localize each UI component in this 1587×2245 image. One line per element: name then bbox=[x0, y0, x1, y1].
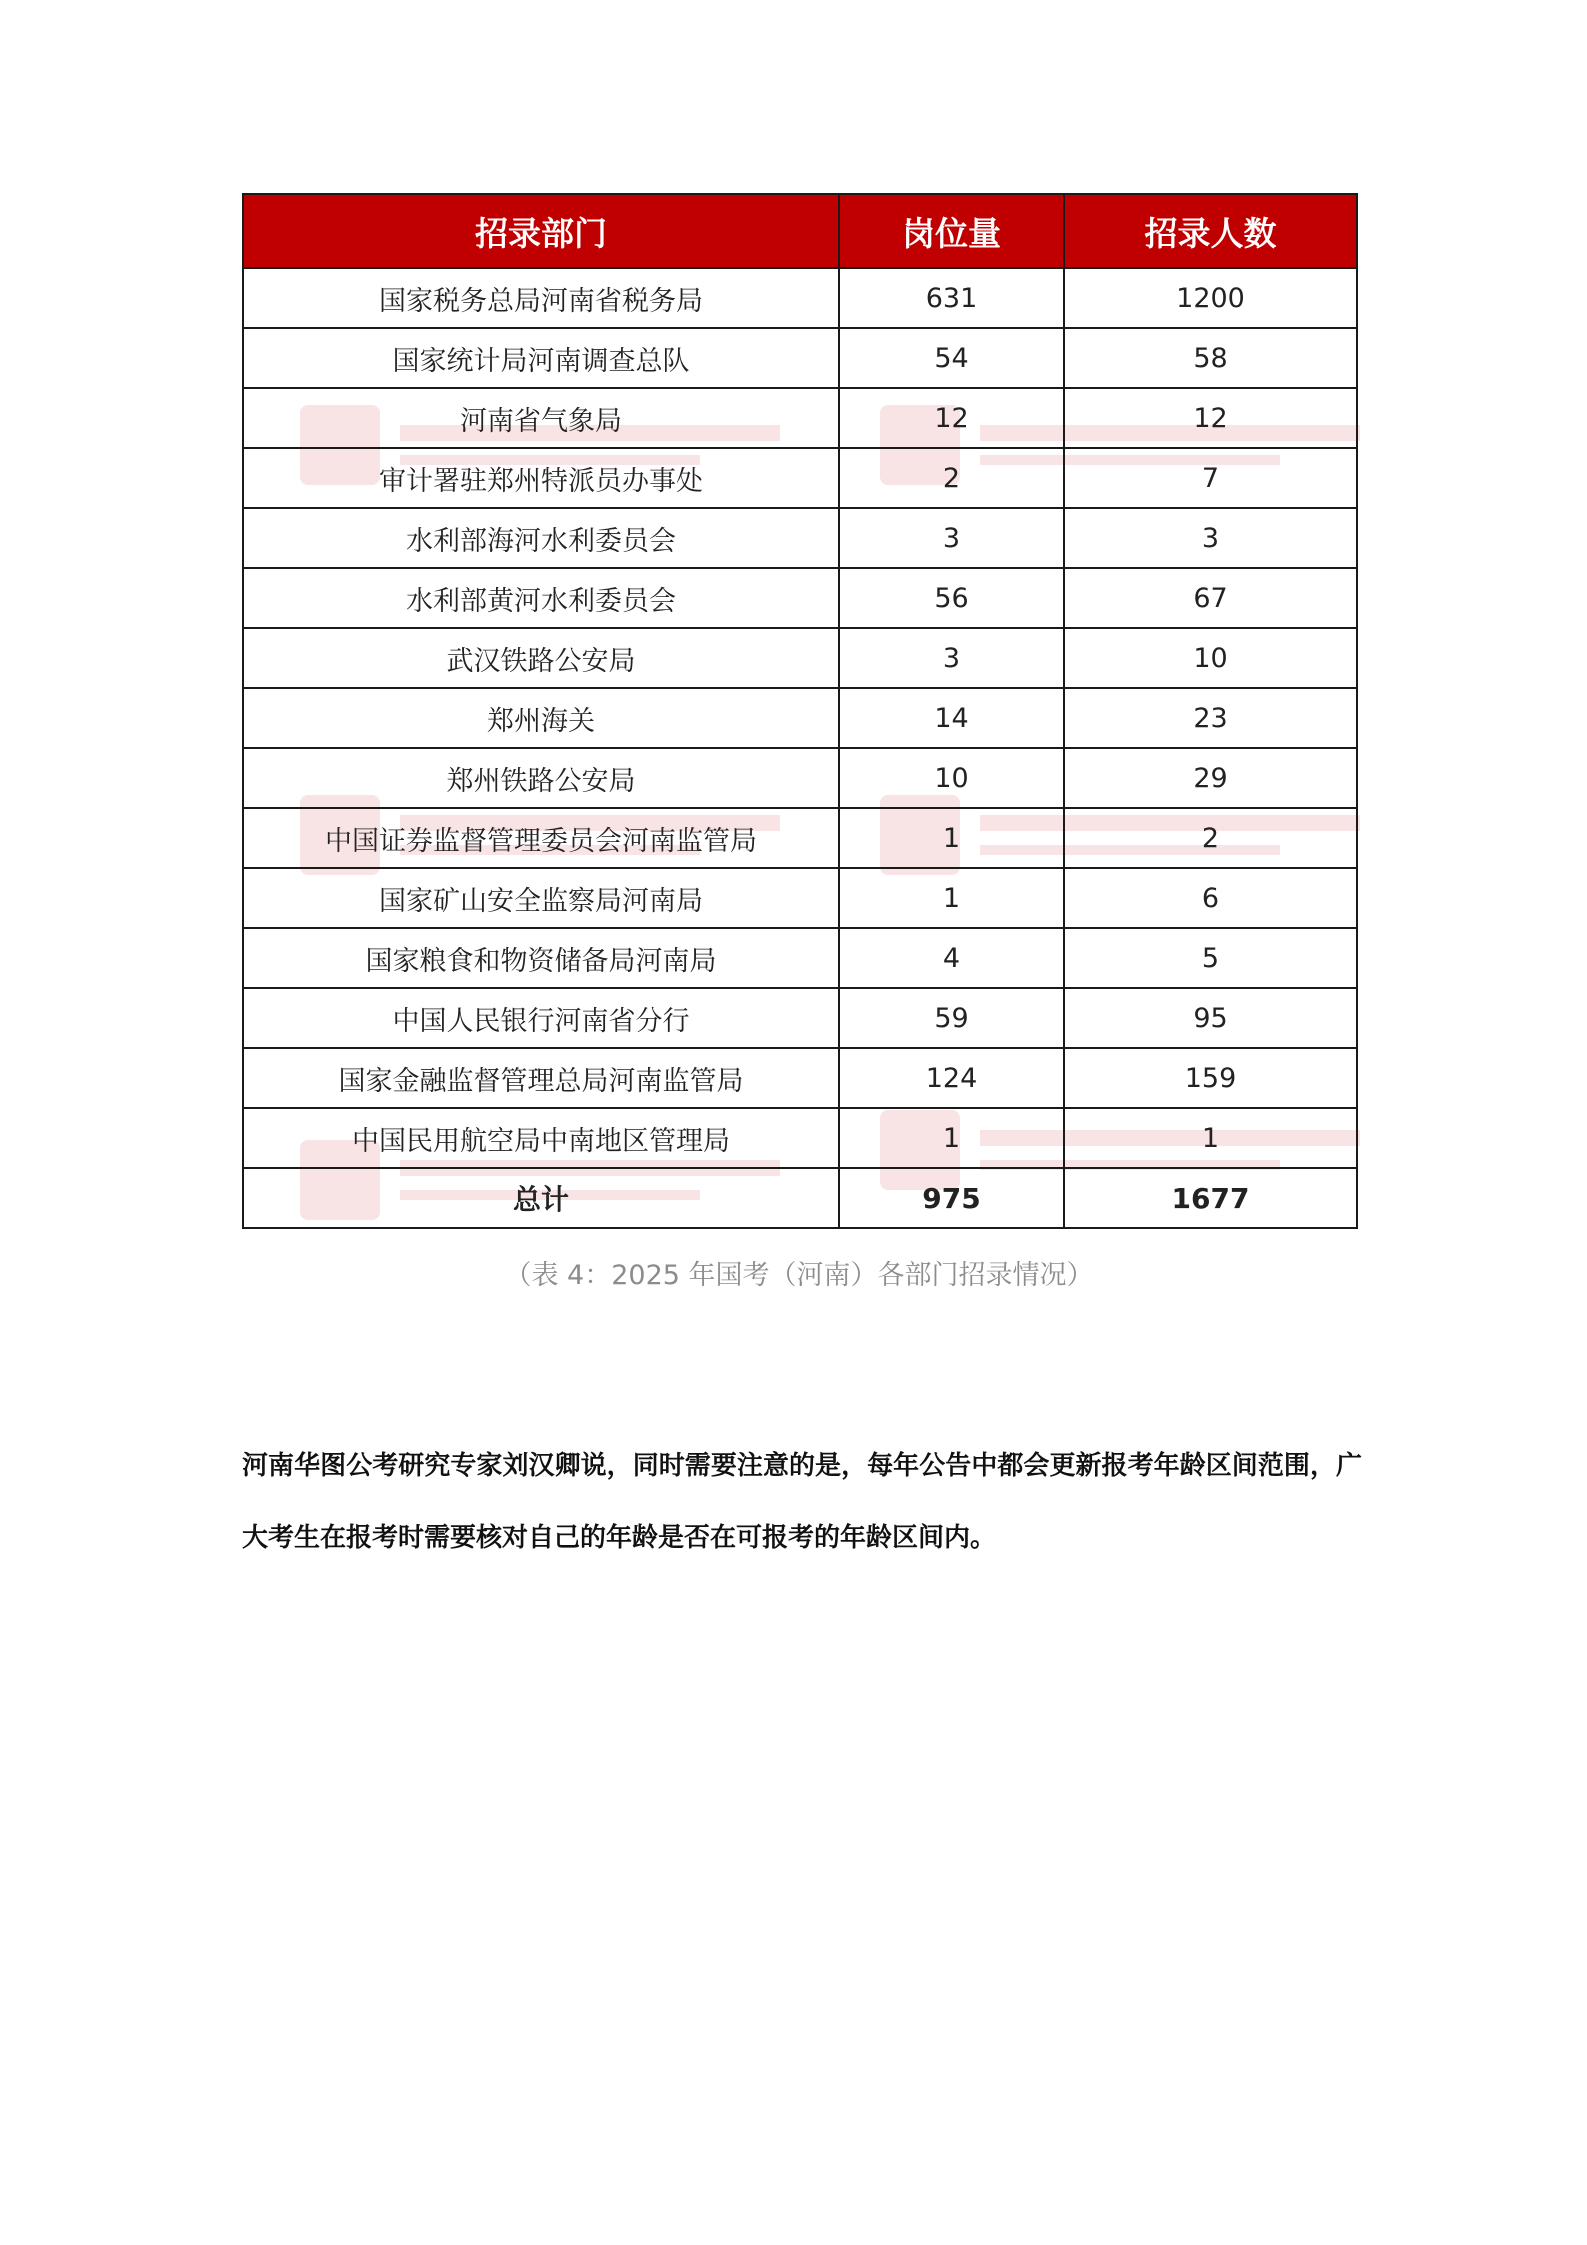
cell-hires: 58 bbox=[1064, 328, 1357, 388]
table-row bbox=[243, 1048, 1357, 1108]
cell-department: 中国人民银行河南省分行 bbox=[243, 988, 839, 1048]
table-total-row bbox=[243, 1168, 1357, 1228]
cell-positions: 54 bbox=[839, 328, 1064, 388]
total-hires: 1677 bbox=[1064, 1168, 1357, 1228]
cell-department: 水利部黄河水利委员会 bbox=[243, 568, 839, 628]
table-caption: （表 4：2025 年国考（河南）各部门招录情况） bbox=[504, 1260, 1094, 1291]
table-row bbox=[243, 868, 1357, 928]
cell-positions: 2 bbox=[839, 448, 1064, 508]
cell-positions: 3 bbox=[839, 508, 1064, 568]
table-row bbox=[243, 808, 1357, 868]
cell-positions: 14 bbox=[839, 688, 1064, 748]
cell-positions: 124 bbox=[839, 1048, 1064, 1108]
cell-positions: 10 bbox=[839, 748, 1064, 808]
cell-positions: 59 bbox=[839, 988, 1064, 1048]
cell-department: 中国证券监督管理委员会河南监管局 bbox=[243, 808, 839, 868]
header-hires: 招录人数 bbox=[1064, 194, 1357, 268]
cell-hires: 10 bbox=[1064, 628, 1357, 688]
cell-hires: 95 bbox=[1064, 988, 1357, 1048]
table-row bbox=[243, 748, 1357, 808]
cell-hires: 2 bbox=[1064, 808, 1357, 868]
table-row bbox=[243, 1108, 1357, 1168]
total-label: 总计 bbox=[243, 1168, 839, 1228]
cell-positions: 12 bbox=[839, 388, 1064, 448]
cell-positions: 1 bbox=[839, 868, 1064, 928]
cell-hires: 29 bbox=[1064, 748, 1357, 808]
table-row bbox=[243, 988, 1357, 1048]
body-paragraph: 河南华图公考研究专家刘汉卿说，同时需要注意的是，每年公告中都会更新报考年龄区间范围，广大考生在报考时需要核对自己的年龄是否在可报考的年龄区间内。 bbox=[242, 1451, 1362, 1553]
recruitment-table bbox=[242, 193, 1358, 1229]
cell-hires: 12 bbox=[1064, 388, 1357, 448]
table-row bbox=[243, 568, 1357, 628]
cell-department: 国家矿山安全监察局河南局 bbox=[243, 868, 839, 928]
cell-department: 武汉铁路公安局 bbox=[243, 628, 839, 688]
cell-hires: 7 bbox=[1064, 448, 1357, 508]
cell-hires: 5 bbox=[1064, 928, 1357, 988]
table-header-row bbox=[243, 194, 1357, 268]
table-row bbox=[243, 688, 1357, 748]
cell-hires: 1200 bbox=[1064, 268, 1357, 328]
cell-department: 郑州铁路公安局 bbox=[243, 748, 839, 808]
header-positions: 岗位量 bbox=[839, 194, 1064, 268]
cell-department: 郑州海关 bbox=[243, 688, 839, 748]
table-row bbox=[243, 268, 1357, 328]
cell-positions: 631 bbox=[839, 268, 1064, 328]
cell-department: 国家税务总局河南省税务局 bbox=[243, 268, 839, 328]
cell-department: 水利部海河水利委员会 bbox=[243, 508, 839, 568]
cell-positions: 56 bbox=[839, 568, 1064, 628]
cell-department: 国家金融监督管理总局河南监管局 bbox=[243, 1048, 839, 1108]
cell-hires: 6 bbox=[1064, 868, 1357, 928]
table-row bbox=[243, 388, 1357, 448]
cell-positions: 3 bbox=[839, 628, 1064, 688]
cell-hires: 23 bbox=[1064, 688, 1357, 748]
total-positions: 975 bbox=[839, 1168, 1064, 1228]
cell-hires: 1 bbox=[1064, 1108, 1357, 1168]
table-row bbox=[243, 328, 1357, 388]
header-department: 招录部门 bbox=[243, 194, 839, 268]
cell-department: 国家粮食和物资储备局河南局 bbox=[243, 928, 839, 988]
cell-hires: 159 bbox=[1064, 1048, 1357, 1108]
cell-department: 审计署驻郑州特派员办事处 bbox=[243, 448, 839, 508]
cell-hires: 3 bbox=[1064, 508, 1357, 568]
table-row bbox=[243, 628, 1357, 688]
table-row bbox=[243, 448, 1357, 508]
cell-department: 中国民用航空局中南地区管理局 bbox=[243, 1108, 839, 1168]
table-row bbox=[243, 508, 1357, 568]
cell-department: 河南省气象局 bbox=[243, 388, 839, 448]
cell-positions: 1 bbox=[839, 1108, 1064, 1168]
cell-positions: 4 bbox=[839, 928, 1064, 988]
table-row bbox=[243, 928, 1357, 988]
cell-positions: 1 bbox=[839, 808, 1064, 868]
cell-hires: 67 bbox=[1064, 568, 1357, 628]
cell-department: 国家统计局河南调查总队 bbox=[243, 328, 839, 388]
